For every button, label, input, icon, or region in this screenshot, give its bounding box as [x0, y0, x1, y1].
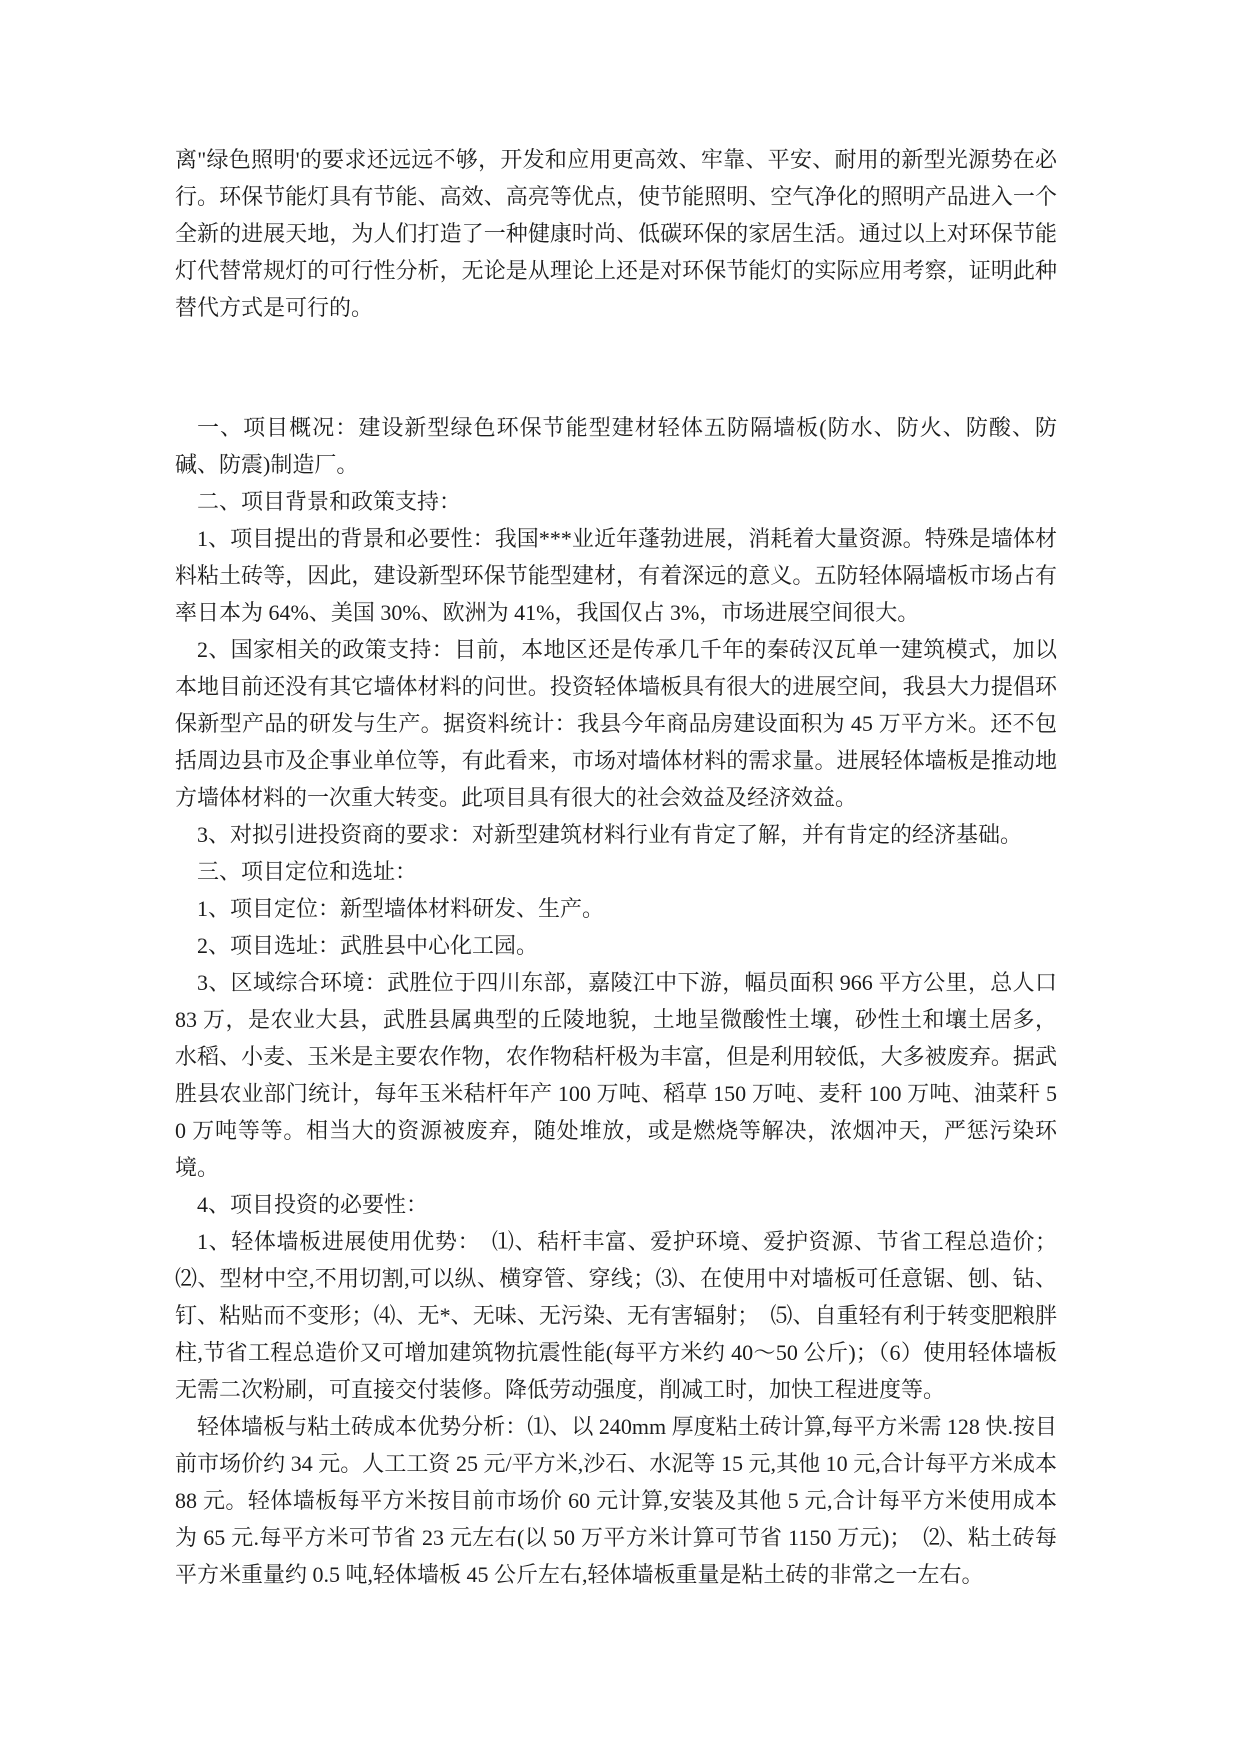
- paragraph-section1-overview: 一、项目概况：建设新型绿色环保节能型建材轻体五防隔墙板(防水、防火、防酸、防碱、防震)制造厂。: [175, 415, 1057, 477]
- paragraph-policy-support: 2、国家相关的政策支持：目前，本地区还是传承几千年的秦砖汉瓦单一建筑模式，加以本地目前还没有其它墙体材料的问世。投资轻体墙板具有很大的进展空间，我县大力提倡环保新型产品的研发与生产。据资料统计：我县今年商品房建设面积为 45 万平方米。还不包括周边县市及企事业单位等，有此看来，市场对墙体材料的需求量。进展轻体墙板是推动地方墙体材料的一次重大转变。此项目具有很大的社会效益及经济效益。: [175, 637, 1057, 810]
- paragraph-investment-necessity-heading: 4、项目投资的必要性：: [197, 1192, 429, 1217]
- paragraph-background-necessity: 1、项目提出的背景和必要性：我国***业近年蓬勃进展，消耗着大量资源。特殊是墙体材料粘土砖等，因此，建设新型环保节能型建材，有着深远的意义。五防轻体隔墙板市场占有率日本为 64%、美国 30%、欧洲为 41%，我国仅占 3%，市场进展空间很大。: [175, 526, 1057, 625]
- paragraph-project-site: 2、项目选址：武胜县中心化工园。: [197, 933, 539, 958]
- paragraph-regional-environment: 3、区域综合环境：武胜位于四川东部，嘉陵江中下游，幅员面积 966 平方公里，总人口 83 万，是农业大县，武胜县属典型的丘陵地貌，土地呈微酸性土壤，砂性土和壤土居多，水稻、小麦、玉米是主要农作物，农作物秸杆极为丰富，但是利用较低，大多被废弃。据武胜县农业部门统计，每年玉米秸杆年产 100 万吨、稻草 150 万吨、麦秆 100 万吨、油菜秆 50 万吨等等。相当大的资源被废弃，随处堆放，或是燃烧等解决，浓烟冲天，严惩污染环境。: [175, 970, 1057, 1180]
- paragraph-break: [175, 326, 1057, 409]
- paragraph-project-positioning: 1、项目定位：新型墙体材料研发、生产。: [197, 896, 605, 921]
- paragraph-section2-heading: 二、项目背景和政策支持：: [197, 489, 462, 514]
- paragraph-investor-requirements: 3、对拟引进投资商的要求：对新型建筑材料行业有肯定了解，并有肯定的经济基础。: [197, 822, 1023, 847]
- paragraph-lighting-conclusion: 离"绿色照明'的要求还远远不够，开发和应用更高效、牢靠、平安、耐用的新型光源势在必行。环保节能灯具有节能、高效、高亮等优点，使节能照明、空气净化的照明产品进入一个全新的进展天地，为人们打造了一种健康时尚、低碳环保的家居生活。通过以上对环保节能灯代替常规灯的可行性分析，无论是从理论上还是对环保节能灯的实际应用考察，证明此种替代方式是可行的。: [175, 147, 1057, 320]
- paragraph-wallboard-advantages: 1、轻体墙板进展使用优势： ⑴、秸杆丰富、爱护环境、爱护资源、节省工程总造价；⑵、型材中空,不用切割,可以纵、横穿管、穿线；⑶、在使用中对墙板可任意锯、刨、钻、钉、粘贴而不变形；⑷、无*、无味、无污染、无有害辐射； ⑸、自重轻有利于转变肥粮胖柱,节省工程总造价又可增加建筑物抗震性能(每平方米约 40～50 公斤)；（6）使用轻体墙板无需二次粉刷，可直接交付装修。降低劳动强度，削减工时，加快工程进度等。: [175, 1229, 1057, 1402]
- paragraph-section3-heading: 三、项目定位和选址：: [197, 859, 418, 884]
- document-text-block: [175, 141, 1057, 1593]
- paragraph-cost-advantage-analysis: 轻体墙板与粘土砖成本优势分析：⑴、以 240mm 厚度粘土砖计算,每平方米需 128 快.按目前市场价约 34 元。人工工资 25 元/平方米,沙石、水泥等 15 元,其他 10 元,合计每平方米成本 88 元。轻体墙板每平方米按目前市场价 60 元计算,安装及其他 5 元,合计每平方米使用成本为 65 元.每平方米可节省 23 元左右(以 50 万平方米计算可节省 1150 万元)； ⑵、粘土砖每平方米重量约 0.5 吨,轻体墙板 45 公斤左右,轻体墙板重量是粘土砖的非常之一左右。: [175, 1414, 1057, 1587]
